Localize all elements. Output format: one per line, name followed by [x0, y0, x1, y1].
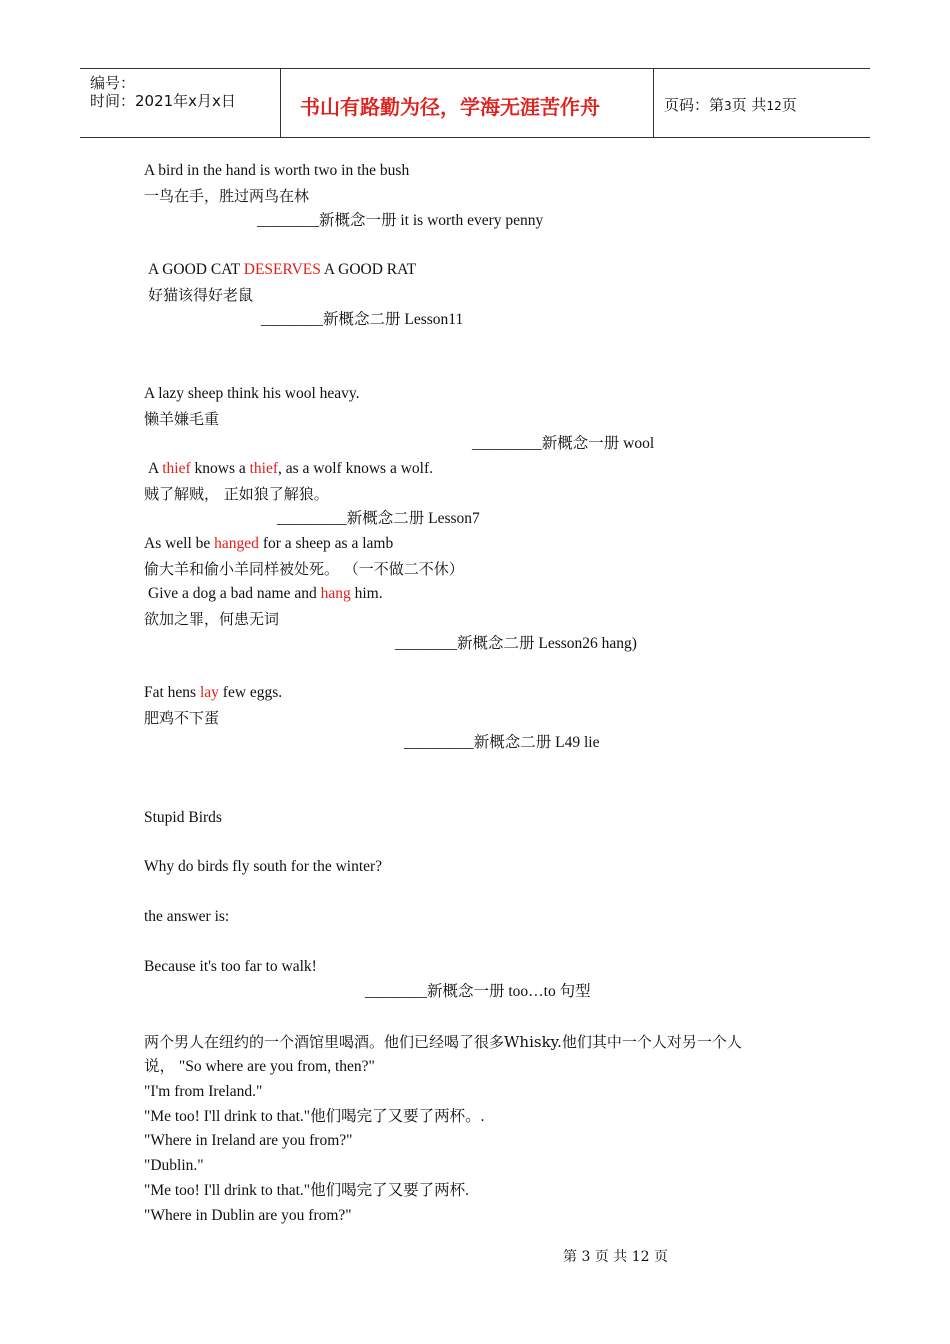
- source-line: _________新概念二册 L49 lie: [404, 734, 600, 751]
- highlight-word: hanged: [214, 535, 259, 552]
- translation-line: 欲加之罪，何患无词: [144, 610, 280, 628]
- proverb-line: [144, 534, 393, 554]
- translation-line: 贼了解贼， 正如狼了解狼。: [144, 485, 329, 503]
- story-line: 两个男人在纽约的一个酒馆里喝酒。他们已经喝了很多Whisky.他们其中一个人对另一个人: [144, 1033, 742, 1051]
- joke-line: the answer is:: [144, 908, 230, 925]
- page-number: 3: [724, 99, 732, 113]
- source-line: ________新概念一册 it is worth every penny: [257, 212, 544, 229]
- proverb-line: [144, 683, 282, 703]
- source-line: ________新概念一册 too…to 句型: [365, 983, 591, 1000]
- story-line: "Where in Dublin are you from?": [144, 1207, 352, 1224]
- highlight-word: hang: [320, 585, 351, 602]
- joke-line: Because it's too far to walk!: [144, 958, 317, 975]
- story-line: "I'm from Ireland.": [144, 1083, 263, 1100]
- translation-line: 偷大羊和偷小羊同样被处死。 （一不做二不休）: [144, 560, 464, 578]
- source-line: _________新概念一册 wool: [472, 435, 655, 452]
- proverb-line: [148, 584, 383, 604]
- story-line: 说， "So where are you from, then?": [144, 1058, 375, 1075]
- text-span: A GOOD CAT: [148, 261, 244, 278]
- page-footer: 第 3 页 共 12 页: [563, 1249, 668, 1265]
- text-span: knows a: [190, 460, 250, 477]
- source-line: _________新概念二册 Lesson7: [277, 510, 480, 527]
- header-page-cell: [654, 69, 870, 137]
- header-motto-cell: [281, 69, 654, 137]
- joke-line: Why do birds fly south for the winter?: [144, 858, 383, 875]
- story-line: "Me too! I'll drink to that."他们喝完了又要了两杯。.: [144, 1108, 485, 1125]
- story-line: "Where in Ireland are you from?": [144, 1132, 353, 1149]
- date-line: 时间：2021年x月x日: [90, 92, 236, 110]
- page-total: 12: [766, 99, 782, 113]
- text-span: for a sheep as a lamb: [258, 535, 394, 552]
- text-span: Fat hens: [144, 684, 200, 701]
- text-span: A: [148, 460, 163, 477]
- story-line: "Me too! I'll drink to that."他们喝完了又要了两杯.: [144, 1182, 469, 1199]
- source-line: ________新概念二册 Lesson26 hang): [395, 635, 637, 652]
- translation-line: 懒羊嫌毛重: [144, 410, 220, 428]
- proverb-line: A lazy sheep think his wool heavy.: [144, 385, 360, 402]
- text-span: few eggs.: [218, 684, 283, 701]
- source-line: ________新概念二册 Lesson11: [261, 311, 464, 328]
- translation-line: 好猫该得好老鼠: [148, 286, 254, 304]
- text-span: As well be: [144, 535, 215, 552]
- translation-line: 肥鸡不下蛋: [144, 709, 220, 727]
- highlight-word: lay: [199, 684, 219, 701]
- proverb-line: A bird in the hand is worth two in the bush: [144, 162, 410, 179]
- highlight-word: thief: [162, 460, 191, 477]
- proverb-line: [148, 260, 416, 280]
- page-mid: 页 共: [731, 96, 767, 114]
- proverb-line: [148, 459, 433, 479]
- text-span: him.: [350, 585, 383, 602]
- number-label: 编号：: [90, 74, 136, 92]
- joke-title: Stupid Birds: [144, 809, 222, 826]
- page-end: 页: [781, 96, 797, 114]
- highlight-word: thief: [249, 460, 279, 477]
- motto: 书山有路勤为径，学海无涯苦作舟: [300, 95, 600, 119]
- text-span: Give a dog a bad name and: [148, 585, 321, 602]
- page-indicator: [664, 94, 797, 115]
- text-span: A GOOD RAT: [320, 261, 417, 278]
- translation-line: 一鸟在手，胜过两鸟在林: [144, 187, 310, 205]
- text-span: , as a wolf knows a wolf.: [278, 460, 433, 477]
- story-line: "Dublin.": [144, 1157, 204, 1174]
- page-header: [80, 68, 870, 138]
- highlight-word: DESERVES: [243, 261, 321, 278]
- page-label: 页码：第: [664, 96, 725, 114]
- header-left-cell: [80, 69, 281, 137]
